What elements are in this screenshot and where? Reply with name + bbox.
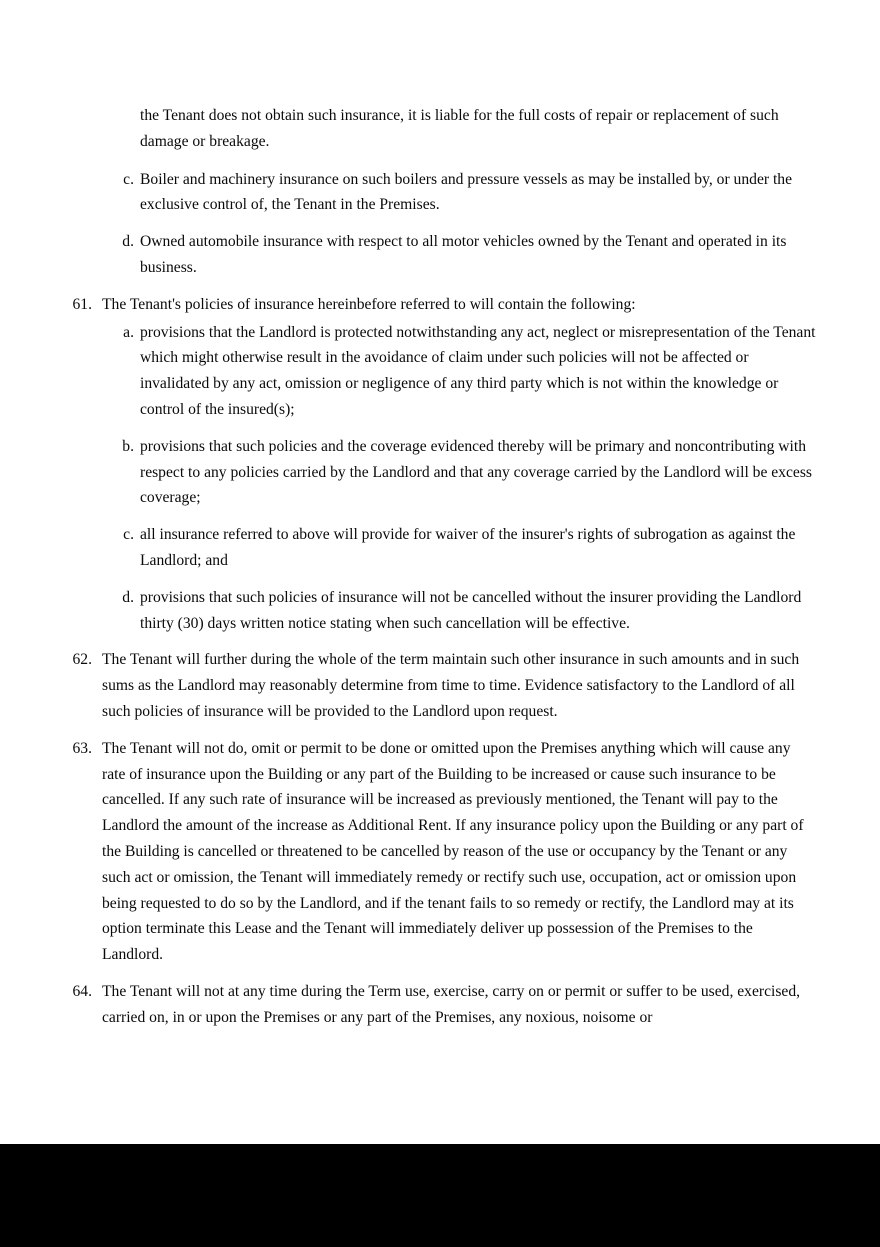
list-marker: a. (123, 323, 134, 341)
list-item-text: provisions that the Landlord is protected notwithstanding any act, neglect or misrepresentation of the Tenant which might otherwise result in the avoidance of claim under such policies will not be affected or invalidated by any act, omission or negligence of any third party which is not within the knowledge or control of the insured(s); (140, 323, 816, 418)
document-body (64, 103, 816, 1031)
list-item-text: Boiler and machinery insurance on such boilers and pressure vessels as may be installed by, or under the exclusive control of, the Tenant in the Premises. (140, 170, 793, 214)
clause-63 (64, 736, 816, 968)
page-bottom-bar (0, 1144, 880, 1247)
list-item-text: provisions that such policies of insurance will not be cancelled without the insurer providing the Landlord thirty (30) days written notice stating when such cancellation will be effective. (140, 588, 802, 632)
list-item-d (64, 229, 816, 281)
clause-61 (64, 292, 816, 318)
clause-text: The Tenant will further during the whole of the term maintain such other insurance in such amounts and in such sums as the Landlord may reasonably determine from time to time. Evidence satisfactory to the Landlord of all such policies of insurance will be provided to the Landlord upon request. (102, 651, 800, 720)
clause-64 (64, 979, 816, 1031)
clause-number: 64. (72, 982, 92, 1000)
clause-text: The Tenant will not at any time during the Term use, exercise, carry on or permit or suffer to be used, exercised, carried on, in or upon the Premises or any part of the Premises, any noxious, noisome or (102, 982, 801, 1026)
clause-61-item-d (64, 585, 816, 637)
clause-62 (64, 647, 816, 724)
list-marker: b. (122, 437, 134, 455)
clause-text: The Tenant will not do, omit or permit to be done or omitted upon the Premises anything which will cause any rate of insurance upon the Building or any part of the Building to be increased or cause such insurance to be cancelled. If any such rate of insurance will be increased as previously mentioned, the Tenant will pay to the Landlord the amount of the increase as Additional Rent. If any insurance policy upon the Building or any part of the Building is cancelled or threatened to be cancelled by reason of the use or occupancy by the Tenant or any such act or omission, the Tenant will immediately remedy or rectify such use, occupation, act or omission upon being requested to do so by the Landlord, and if the tenant fails to so remedy or rectify, the Landlord may at its option terminate this Lease and the Tenant will immediately deliver up possession of the Premises to the Landlord. (102, 739, 804, 964)
list-item-text: provisions that such policies and the coverage evidenced thereby will be primary and noncontributing with respect to any policies carried by the Landlord and that any coverage carried by the Landlord will be excess coverage; (140, 437, 812, 507)
list-item-text: all insurance referred to above will provide for waiver of the insurer's rights of subrogation as against the Landlord; and (140, 526, 796, 569)
list-marker: d. (122, 588, 134, 606)
list-item-text: Owned automobile insurance with respect to all motor vehicles owned by the Tenant and operated in its business. (140, 233, 787, 276)
clause-61-item-a (64, 320, 816, 423)
clause-number: 61. (72, 295, 92, 313)
list-marker: c. (123, 526, 134, 544)
clause-number: 63. (72, 739, 92, 757)
clause-number: 62. (72, 651, 92, 669)
clause-61-item-c (64, 522, 816, 574)
paragraph-continuation (64, 103, 816, 155)
clause-text: The Tenant's policies of insurance hereinbefore referred to will contain the following: (102, 295, 636, 313)
clause-61-item-b (64, 434, 816, 511)
list-item-c (64, 167, 816, 219)
paragraph-text: the Tenant does not obtain such insurance, it is liable for the full costs of repair or replacement of such damage or breakage. (140, 107, 779, 150)
list-marker: d. (122, 233, 134, 251)
list-marker: c. (123, 170, 134, 188)
